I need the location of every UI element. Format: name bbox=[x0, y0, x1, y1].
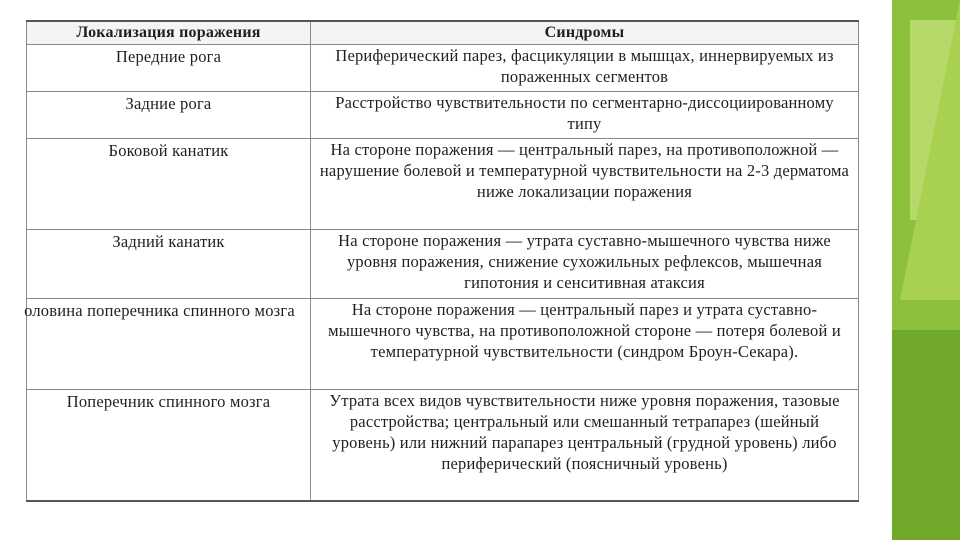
green-lower-block bbox=[880, 330, 960, 540]
table-row bbox=[27, 230, 859, 299]
location-cell: Задние рога bbox=[27, 92, 311, 139]
table-row bbox=[27, 92, 859, 139]
location-cell: Задний канатик bbox=[27, 230, 311, 299]
location-cell: Передние рога bbox=[27, 45, 311, 92]
green-triangle-shape bbox=[900, 0, 960, 300]
table-row bbox=[27, 299, 859, 390]
location-text: оловина поперечника спинного мозга bbox=[24, 301, 295, 320]
syndromes-cell: Периферический парез, фасцикуляции в мышцах, иннервируемых из пораженных сегментов bbox=[311, 45, 859, 92]
syndromes-cell: На стороне поражения — центральный парез и утрата суставно-мышечного чувства, на противоположной стороне — потеря болевой и температурной чувствительности (синдром Броун-Секара). bbox=[311, 299, 859, 390]
syndromes-cell: На стороне поражения — утрата суставно-мышечного чувства ниже уровня поражения, снижение сухожильных рефлексов, мышечная гипотония и сенситивная атаксия bbox=[311, 230, 859, 299]
table-row bbox=[27, 45, 859, 92]
header-syndromes: Синдромы bbox=[311, 21, 859, 45]
location-cell: Поперечник спинного мозга bbox=[27, 390, 311, 502]
location-cell bbox=[24, 299, 311, 390]
syndromes-cell: На стороне поражения — центральный парез, на противоположной — нарушение болевой и температурной чувствительности на 2-3 дерматома ниже локализации поражения bbox=[311, 139, 859, 230]
table-row bbox=[27, 139, 859, 230]
header-location: Локализация поражения bbox=[27, 21, 311, 45]
syndromes-cell: Расстройство чувствительности по сегментарно-диссоциированному типу bbox=[311, 92, 859, 139]
syndromes-table-container bbox=[26, 20, 858, 502]
table-row bbox=[27, 390, 859, 502]
syndromes-cell: Утрата всех видов чувствительности ниже уровня поражения, тазовые расстройства; центральный или смешанный тетрапарез (шейный уровень) или нижний парапарез центральный (грудной уровень) либо периферический (поясничный уровень) bbox=[311, 390, 859, 502]
syndromes-table bbox=[26, 20, 859, 502]
location-cell: Боковой канатик bbox=[27, 139, 311, 230]
table-header-row bbox=[27, 21, 859, 45]
